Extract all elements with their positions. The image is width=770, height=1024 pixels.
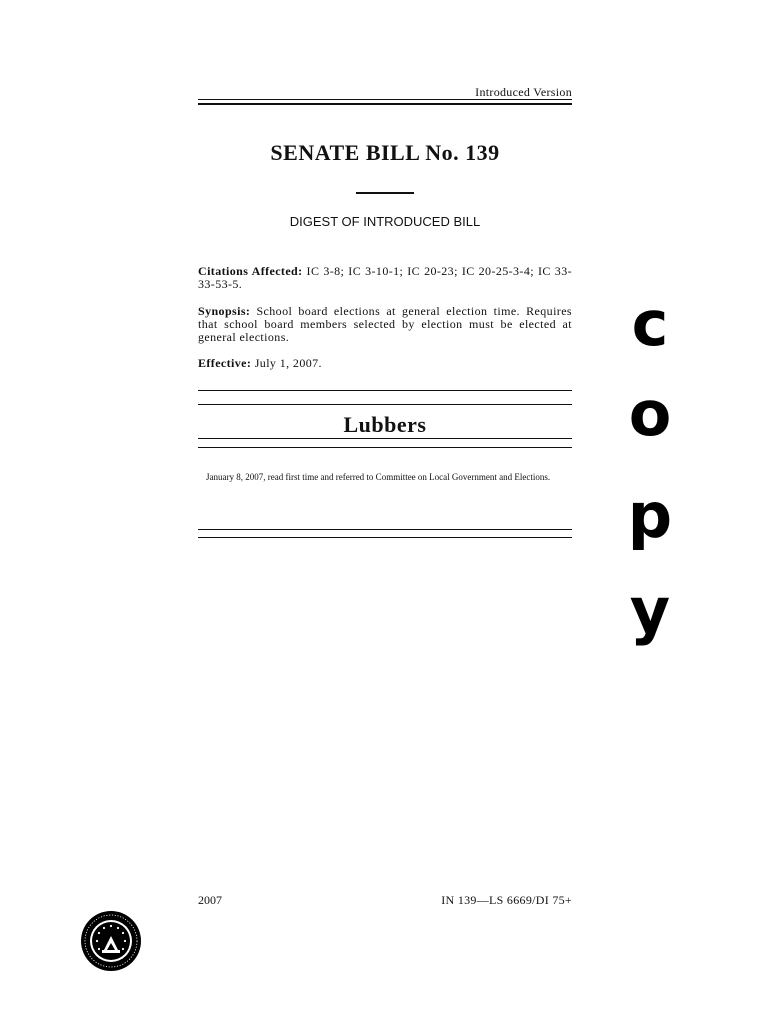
- digest-heading: DIGEST OF INTRODUCED BILL: [289, 214, 481, 229]
- seal-graphic: [80, 910, 142, 972]
- copy-watermark-letter-p: p: [627, 479, 673, 552]
- synopsis-label: Synopsis:: [198, 304, 251, 318]
- sponsor-rule-1: [198, 438, 572, 439]
- sponsor-rule-2: [198, 447, 572, 448]
- effective-label: Effective:: [198, 356, 252, 370]
- citations-text: IC 3-8; IC 3-10-1; IC 20-23; IC 20-25-3-4; IC 33-33-53-5.: [198, 264, 572, 291]
- footer-document-code: IN 139—LS 6669/DI 75+: [441, 893, 572, 907]
- digest-rule-2: [198, 404, 572, 405]
- citations-label: Citations Affected:: [198, 264, 303, 278]
- synopsis-text: School board elections at general election time. Requires that school board members selected by election must be elected at general elections.: [198, 304, 572, 344]
- header-rule-thin: [198, 99, 572, 100]
- bill-title: SENATE BILL No. 139: [270, 140, 500, 165]
- title-dash: [356, 192, 414, 194]
- action-rule-2: [198, 537, 572, 538]
- version-label: Introduced Version: [475, 85, 572, 99]
- copy-watermark-letter-y: y: [629, 574, 671, 647]
- synopsis: [198, 305, 572, 344]
- effective-date: [198, 357, 572, 370]
- action-rule-1: [198, 529, 572, 530]
- citations-affected: [198, 265, 572, 291]
- digest-rule-1: [198, 390, 572, 391]
- header-rule-thick: [198, 103, 572, 105]
- state-seal-icon: [80, 910, 142, 972]
- legislative-action: January 8, 2007, read first time and referred to Committee on Local Government and Elections.: [206, 472, 551, 482]
- copy-watermark-letter-o: o: [628, 377, 672, 450]
- copy-watermark-letter-c: c: [631, 287, 669, 360]
- sponsor-name: Lubbers: [343, 412, 427, 437]
- effective-text: July 1, 2007.: [254, 356, 322, 370]
- footer-year: 2007: [198, 893, 222, 907]
